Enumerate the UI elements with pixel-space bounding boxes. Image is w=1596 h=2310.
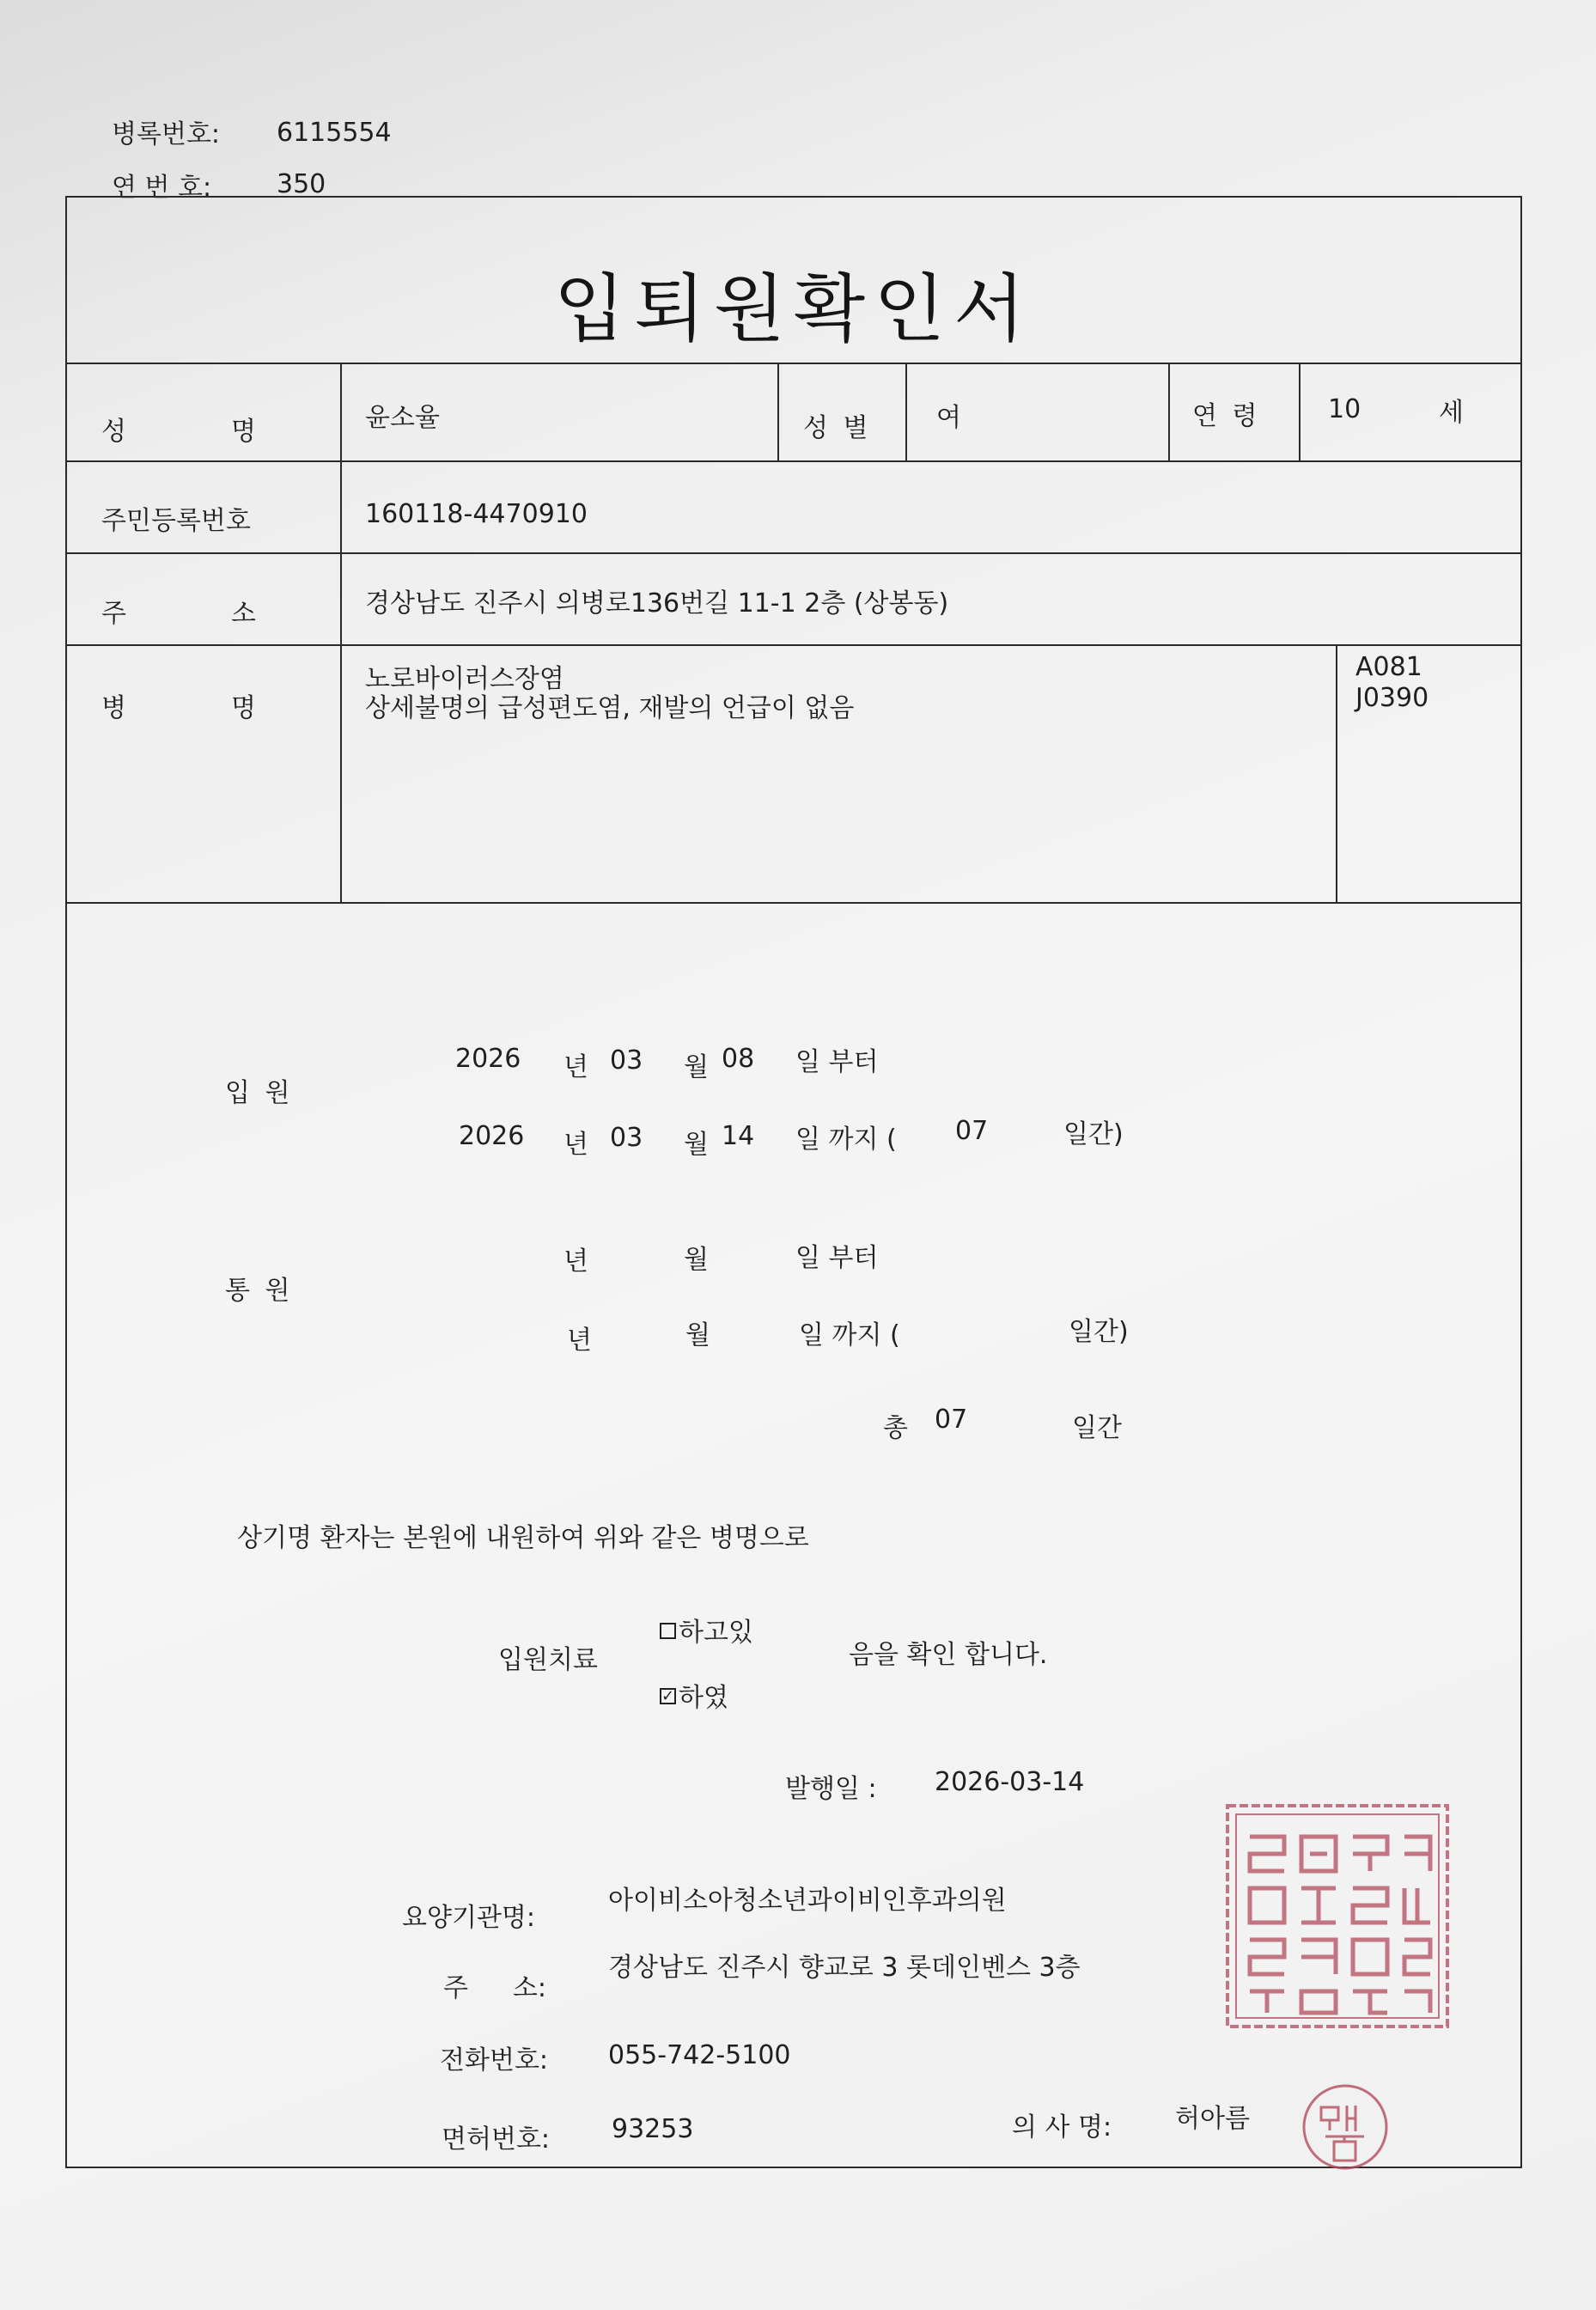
admission-label: 입 원 <box>225 1078 294 1108</box>
record-no: 6115554 <box>277 118 392 148</box>
serial-no: 350 <box>277 169 326 199</box>
divider <box>340 363 342 902</box>
confirm-text: 음을 확인 합니다. <box>849 1640 1048 1670</box>
statement-line: 상기명 환자는 본원에 내원하여 위와 같은 병명으로 <box>237 1523 809 1553</box>
doctor-label: 의 사 명: <box>1012 2112 1112 2142</box>
issue-date-label: 발행일 : <box>785 1774 877 1804</box>
divider <box>1168 363 1170 460</box>
diagnosis-label: 병 명 <box>101 693 256 723</box>
day-from-unit: 일 부터 <box>795 1047 879 1077</box>
institution-address-label: 주 소: <box>443 1973 546 2003</box>
institution-name: 아이비소아청소년과이비인후과의원 <box>608 1886 1007 1916</box>
period-unit: 일간) <box>1069 1317 1129 1347</box>
year-unit: 년 <box>563 1246 588 1277</box>
checkbox-done[interactable]: ✓ <box>661 1687 675 1705</box>
option-ongoing[interactable] <box>660 1620 753 1646</box>
day-to-unit: 일 까지 ( <box>795 1125 897 1155</box>
patient-age: 10 <box>1328 394 1361 424</box>
rrn-label: 주민등록번호 <box>101 506 251 536</box>
patient-name: 윤소율 <box>365 403 440 433</box>
admission-from-year: 2026 <box>455 1044 521 1074</box>
total-days: 07 <box>935 1405 968 1435</box>
patient-address: 경상남도 진주시 의병로136번길 11-1 2층 (상봉동) <box>365 588 949 619</box>
institution-name-label: 요양기관명: <box>402 1903 536 1933</box>
divider <box>777 363 779 460</box>
admission-days: 07 <box>955 1116 989 1146</box>
clinic-seal <box>1224 1802 1451 2030</box>
patient-rrn: 160118-4470910 <box>365 499 588 529</box>
checkbox-ongoing[interactable] <box>660 1623 676 1639</box>
admission-to-day: 14 <box>722 1121 755 1151</box>
option-ongoing-label: 하고있 <box>679 1618 753 1648</box>
option-done-label: 하였 <box>679 1683 728 1713</box>
divider <box>65 902 1522 904</box>
year-unit: 년 <box>563 1130 588 1160</box>
document-title: 입퇴원확인서 <box>553 266 1034 352</box>
age-label: 연 령 <box>1192 401 1261 431</box>
treatment-label: 입원치료 <box>498 1645 598 1675</box>
divider <box>905 363 907 460</box>
institution-phone: 055-742-5100 <box>608 2040 791 2070</box>
period-unit: 일간) <box>1063 1119 1124 1149</box>
doctor-name: 허아름 <box>1175 2104 1250 2134</box>
total-prefix: 총 <box>883 1413 908 1443</box>
outpatient-label: 통 원 <box>225 1276 294 1306</box>
total-suffix: 일간 <box>1072 1413 1122 1443</box>
sex-label: 성 별 <box>803 413 872 443</box>
month-unit: 월 <box>685 1320 710 1350</box>
license-label: 면허번호: <box>442 2124 551 2155</box>
divider <box>65 460 1522 462</box>
name-label: 성 명 <box>101 417 256 447</box>
doctor-stamp <box>1300 2081 1391 2173</box>
address-label: 주 소 <box>101 599 256 629</box>
admission-from-day: 08 <box>722 1044 755 1074</box>
divider <box>65 363 1522 364</box>
diagnosis-1: 노로바이러스장염 <box>365 664 564 694</box>
year-unit: 년 <box>563 1052 588 1082</box>
phone-label: 전화번호: <box>440 2045 549 2075</box>
day-to-unit: 일 까지 ( <box>799 1320 900 1350</box>
institution-address: 경상남도 진주시 향교로 3 롯데인벤스 3층 <box>608 1953 1081 1983</box>
admission-to-year: 2026 <box>459 1121 525 1151</box>
year-unit: 년 <box>567 1326 592 1356</box>
diagnosis-2: 상세불명의 급성편도염, 재발의 언급이 없음 <box>365 693 855 723</box>
divider <box>65 644 1522 646</box>
divider <box>65 552 1522 554</box>
issue-date: 2026-03-14 <box>935 1767 1085 1797</box>
admission-to-month: 03 <box>610 1123 643 1153</box>
month-unit: 월 <box>684 1130 709 1160</box>
admission-from-month: 03 <box>610 1045 643 1076</box>
option-done[interactable] <box>660 1685 728 1711</box>
divider <box>1299 363 1301 460</box>
month-unit: 월 <box>684 1052 709 1082</box>
patient-sex: 여 <box>936 403 961 433</box>
serial-no-label: 연 번 호: <box>112 173 212 203</box>
day-from-unit: 일 부터 <box>795 1243 879 1273</box>
diagnosis-code-1: A081 <box>1355 652 1422 682</box>
divider <box>1336 644 1337 902</box>
license-no: 93253 <box>612 2114 694 2144</box>
record-no-label: 병록번호: <box>112 119 221 149</box>
diagnosis-code-2: J0390 <box>1355 683 1429 713</box>
age-unit: 세 <box>1439 398 1464 428</box>
month-unit: 월 <box>684 1245 709 1275</box>
